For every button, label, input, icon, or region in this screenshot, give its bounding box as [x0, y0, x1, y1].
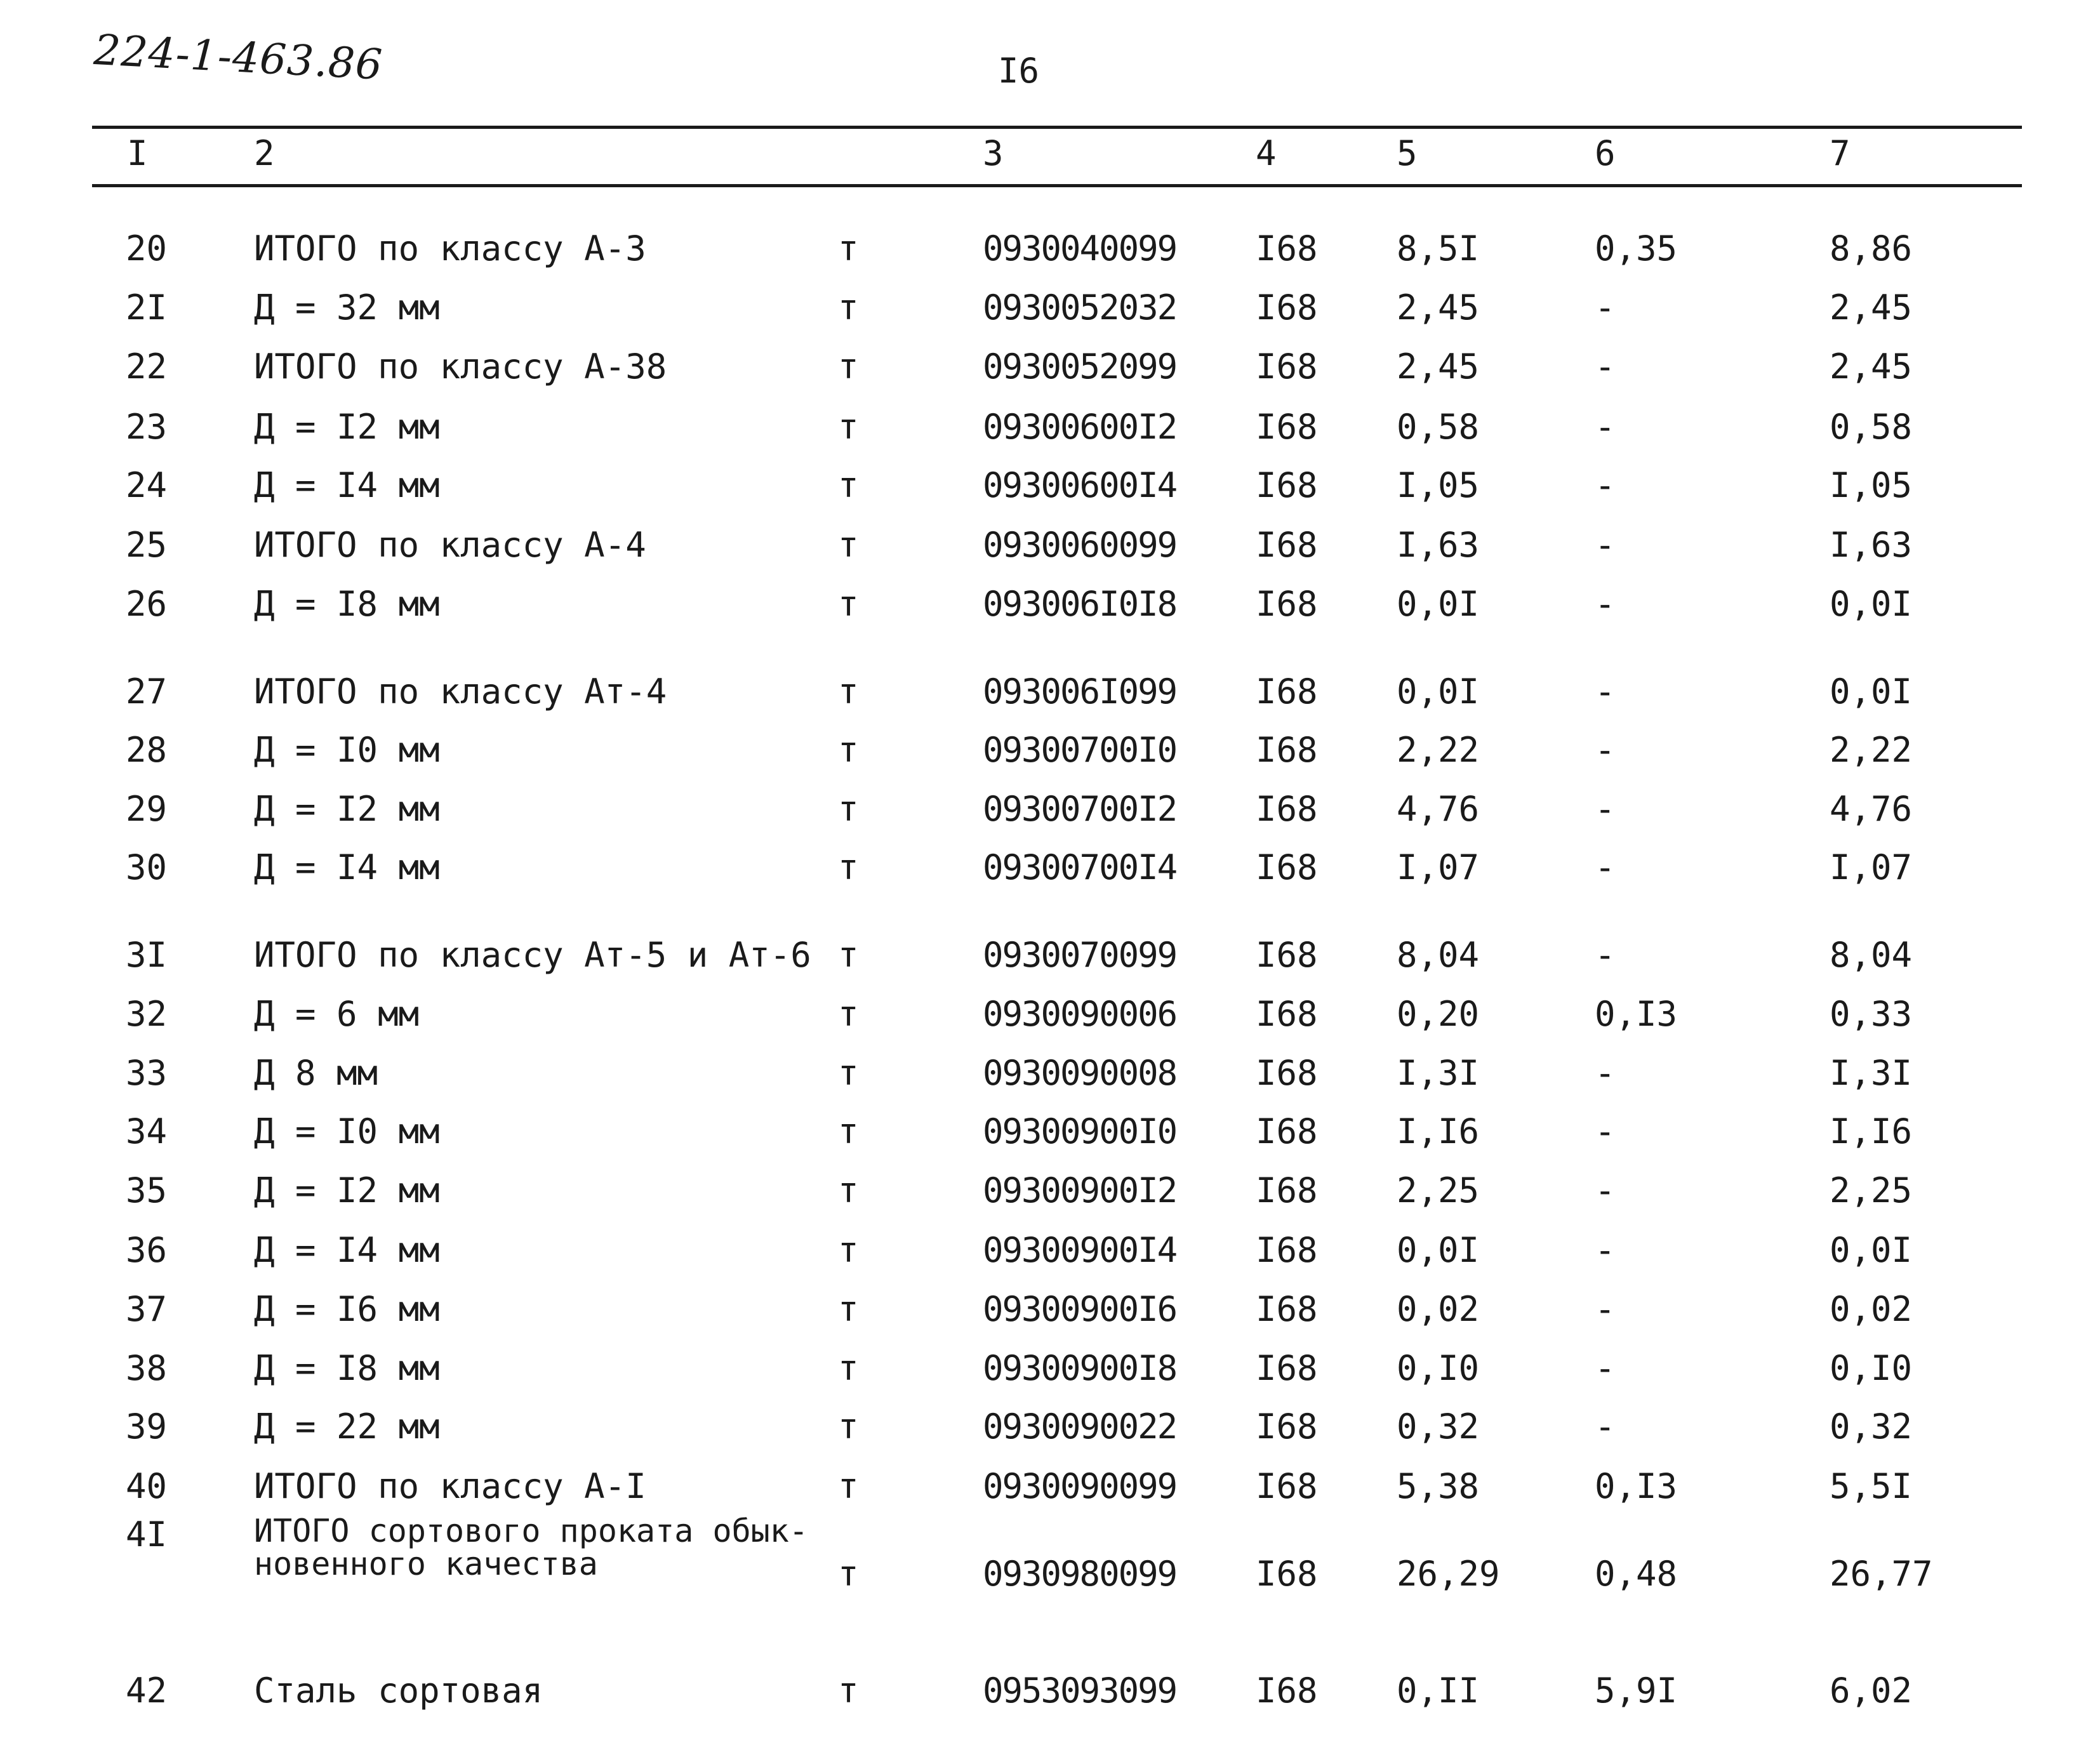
row-unit: т	[838, 347, 859, 387]
row-code: 0930060099	[983, 525, 1177, 565]
row-col-4: I68	[1256, 1170, 1318, 1210]
row-unit: т	[838, 465, 859, 505]
document-code: 224-1-463.86	[92, 25, 384, 89]
row-col-7: 0,02	[1830, 1289, 1913, 1329]
table-top-rule	[92, 126, 2022, 129]
row-col-4: I68	[1256, 1111, 1318, 1151]
row-code: 0930090006	[983, 994, 1177, 1034]
header-col-3: 3	[983, 133, 1002, 173]
row-col-6: -	[1595, 1053, 1616, 1093]
row-col-4: I68	[1256, 465, 1318, 505]
row-description-line-2: новенного качества	[254, 1546, 598, 1582]
row-col-7: I,3I	[1830, 1053, 1913, 1093]
row-col-5: 0,58	[1397, 407, 1480, 447]
row-unit: т	[838, 1554, 859, 1594]
row-col-5: 0,20	[1397, 994, 1480, 1034]
row-description: Д = I0 мм	[254, 1111, 440, 1151]
row-col-5: 2,45	[1397, 288, 1480, 328]
row-col-5: I,I6	[1397, 1111, 1480, 1151]
row-col-7: 26,77	[1830, 1554, 1933, 1594]
row-col-6: -	[1595, 1348, 1616, 1388]
row-unit: т	[838, 789, 859, 829]
row-col-7: 0,0I	[1830, 1230, 1913, 1270]
row-number: 25	[126, 525, 168, 565]
row-col-6: -	[1595, 584, 1616, 624]
row-code: 09300900I6	[983, 1289, 1177, 1329]
row-col-4: I68	[1256, 525, 1318, 565]
row-unit: т	[838, 847, 859, 887]
row-code: 09300900I4	[983, 1230, 1177, 1270]
row-col-4: I68	[1256, 730, 1318, 770]
row-col-7: 0,32	[1830, 1407, 1913, 1447]
row-number: 24	[126, 465, 168, 505]
row-description: Д = 6 мм	[254, 994, 420, 1034]
row-col-5: 4,76	[1397, 789, 1480, 829]
row-code: 09300700I0	[983, 730, 1177, 770]
row-col-6: -	[1595, 1170, 1616, 1210]
row-col-5: 0,02	[1397, 1289, 1480, 1329]
header-col-7: 7	[1830, 133, 1851, 173]
row-col-4: I68	[1256, 584, 1318, 624]
row-unit: т	[838, 1230, 859, 1270]
row-col-6: 0,I3	[1595, 1466, 1678, 1506]
row-unit: т	[838, 1348, 859, 1388]
row-code: 09300900I8	[983, 1348, 1177, 1388]
row-number: 20	[126, 229, 168, 268]
row-description: ИТОГО по классу А-38	[254, 347, 667, 387]
row-unit: т	[838, 1407, 859, 1447]
row-description: Д = 32 мм	[254, 288, 440, 328]
row-unit: т	[838, 1466, 859, 1506]
row-unit: т	[838, 1289, 859, 1329]
row-description-line-1: ИТОГО сортового проката обык-	[254, 1513, 808, 1549]
row-col-4: I68	[1256, 1230, 1318, 1270]
row-code: 0930070099	[983, 935, 1177, 975]
row-col-7: 0,0I	[1830, 584, 1913, 624]
row-col-6: -	[1595, 935, 1616, 975]
row-description: Д 8 мм	[254, 1053, 378, 1093]
row-number: 34	[126, 1111, 168, 1151]
row-description: Д = I4 мм	[254, 1230, 440, 1270]
row-col-5: I,3I	[1397, 1053, 1480, 1093]
row-number: 37	[126, 1289, 168, 1329]
row-col-7: I,07	[1830, 847, 1913, 887]
row-number: 39	[126, 1407, 168, 1447]
row-code: 0930052099	[983, 347, 1177, 387]
row-col-6: -	[1595, 347, 1616, 387]
row-unit: т	[838, 672, 859, 712]
row-col-7: 0,I0	[1830, 1348, 1913, 1388]
row-col-7: I,I6	[1830, 1111, 1913, 1151]
row-col-4: I68	[1256, 1466, 1318, 1506]
row-col-5: 0,I0	[1397, 1348, 1480, 1388]
row-number: 28	[126, 730, 168, 770]
row-number: 36	[126, 1230, 168, 1270]
row-col-6: -	[1595, 1289, 1616, 1329]
row-code: 0953093099	[983, 1671, 1177, 1711]
row-number: 40	[126, 1466, 168, 1506]
row-col-6: -	[1595, 672, 1616, 712]
row-code: 0930040099	[983, 229, 1177, 268]
row-col-4: I68	[1256, 1053, 1318, 1093]
row-number: 33	[126, 1053, 168, 1093]
row-col-4: I68	[1256, 1407, 1318, 1447]
header-col-2: 2	[254, 133, 275, 173]
row-description: Д = I2 мм	[254, 407, 440, 447]
row-col-4: I68	[1256, 1671, 1318, 1711]
row-number: 26	[126, 584, 168, 624]
row-code: 093006I0I8	[983, 584, 1177, 624]
row-description: ИТОГО по классу А-3	[254, 229, 646, 268]
row-description: ИТОГО по классу А-4	[254, 525, 646, 565]
row-col-5: 8,5I	[1397, 229, 1480, 268]
row-col-5: 8,04	[1397, 935, 1480, 975]
row-col-6: 0,35	[1595, 229, 1678, 268]
row-col-6: 5,9I	[1595, 1671, 1678, 1711]
row-col-7: I,63	[1830, 525, 1913, 565]
row-col-7: 0,33	[1830, 994, 1913, 1034]
row-code: 0930052032	[983, 288, 1177, 328]
row-col-7: 0,0I	[1830, 672, 1913, 712]
row-col-5: 26,29	[1397, 1554, 1500, 1594]
row-col-7: I,05	[1830, 465, 1913, 505]
row-col-7: 8,86	[1830, 229, 1913, 268]
row-col-5: 2,22	[1397, 730, 1480, 770]
header-col-6: 6	[1595, 133, 1616, 173]
row-col-7: 4,76	[1830, 789, 1913, 829]
row-description: Д = I2 мм	[254, 789, 440, 829]
row-unit: т	[838, 994, 859, 1034]
row-description: Д = I4 мм	[254, 847, 440, 887]
row-unit: т	[838, 1170, 859, 1210]
row-col-7: 2,22	[1830, 730, 1913, 770]
row-col-4: I68	[1256, 847, 1318, 887]
row-description: Д = I8 мм	[254, 1348, 440, 1388]
row-col-4: I68	[1256, 672, 1318, 712]
row-code: 09300900I0	[983, 1111, 1177, 1151]
row-col-7: 0,58	[1830, 407, 1913, 447]
row-unit: т	[838, 584, 859, 624]
row-col-6: -	[1595, 1407, 1616, 1447]
row-description: Д = I6 мм	[254, 1289, 440, 1329]
row-code: 09300900I2	[983, 1170, 1177, 1210]
row-description: Д = I8 мм	[254, 584, 440, 624]
row-unit: т	[838, 288, 859, 328]
row-col-4: I68	[1256, 1289, 1318, 1329]
header-col-5: 5	[1397, 133, 1418, 173]
row-number: 35	[126, 1170, 168, 1210]
row-description: ИТОГО по классу Ат-4	[254, 672, 667, 712]
row-col-6: 0,48	[1595, 1554, 1678, 1594]
row-col-6: -	[1595, 288, 1616, 328]
row-col-5: 2,45	[1397, 347, 1480, 387]
row-code: 0930090099	[983, 1466, 1177, 1506]
row-code: 0930980099	[983, 1554, 1177, 1594]
row-unit: т	[838, 1671, 859, 1711]
row-unit: т	[838, 1053, 859, 1093]
row-col-7: 2,25	[1830, 1170, 1913, 1210]
row-col-4: I68	[1256, 789, 1318, 829]
row-col-6: -	[1595, 730, 1616, 770]
row-description: Д = I2 мм	[254, 1170, 440, 1210]
row-description: Д = I4 мм	[254, 465, 440, 505]
row-description: Д = I0 мм	[254, 730, 440, 770]
row-col-4: I68	[1256, 347, 1318, 387]
row-unit: т	[838, 935, 859, 975]
row-col-5: 0,0I	[1397, 672, 1480, 712]
header-col-4: 4	[1256, 133, 1277, 173]
row-col-5: 0,0I	[1397, 1230, 1480, 1270]
row-number: 3I	[126, 935, 168, 975]
row-col-4: I68	[1256, 1348, 1318, 1388]
row-col-4: I68	[1256, 935, 1318, 975]
row-unit: т	[838, 730, 859, 770]
row-col-6: -	[1595, 1111, 1616, 1151]
row-col-4: I68	[1256, 229, 1318, 268]
row-col-5: 0,32	[1397, 1407, 1480, 1447]
row-code: 09300600I2	[983, 407, 1177, 447]
row-number: 23	[126, 407, 168, 447]
row-unit: т	[838, 1111, 859, 1151]
row-col-6: 0,I3	[1595, 994, 1678, 1034]
row-description: ИТОГО по классу А-I	[254, 1466, 646, 1506]
row-col-6: -	[1595, 465, 1616, 505]
row-col-4: I68	[1256, 1554, 1318, 1594]
row-code: 093006I099	[983, 672, 1177, 712]
row-number: 29	[126, 789, 168, 829]
row-code: 09300700I4	[983, 847, 1177, 887]
row-description: Сталь сортовая	[254, 1671, 543, 1711]
row-number: 22	[126, 347, 168, 387]
row-col-6: -	[1595, 789, 1616, 829]
row-col-7: 2,45	[1830, 347, 1913, 387]
row-unit: т	[838, 525, 859, 565]
row-col-7: 8,04	[1830, 935, 1913, 975]
row-code: 0930090022	[983, 1407, 1177, 1447]
row-number: 4I	[126, 1514, 168, 1554]
row-number: 2I	[126, 288, 168, 328]
row-col-6: -	[1595, 847, 1616, 887]
row-col-7: 2,45	[1830, 288, 1913, 328]
row-col-5: I,05	[1397, 465, 1480, 505]
row-col-4: I68	[1256, 288, 1318, 328]
row-number: 32	[126, 994, 168, 1034]
row-unit: т	[838, 229, 859, 268]
row-col-5: 0,0I	[1397, 584, 1480, 624]
row-number: 27	[126, 672, 168, 712]
row-col-4: I68	[1256, 994, 1318, 1034]
row-col-7: 6,02	[1830, 1671, 1913, 1711]
row-unit: т	[838, 407, 859, 447]
row-code: 09300600I4	[983, 465, 1177, 505]
row-col-5: I,07	[1397, 847, 1480, 887]
row-number: 42	[126, 1671, 168, 1711]
row-col-6: -	[1595, 1230, 1616, 1270]
page-number: I6	[998, 51, 1040, 91]
row-number: 38	[126, 1348, 168, 1388]
row-col-5: 2,25	[1397, 1170, 1480, 1210]
row-col-5: I,63	[1397, 525, 1480, 565]
row-code: 09300700I2	[983, 789, 1177, 829]
row-col-6: -	[1595, 407, 1616, 447]
row-col-5: 0,II	[1397, 1671, 1480, 1711]
row-col-5: 5,38	[1397, 1466, 1480, 1506]
row-number: 30	[126, 847, 168, 887]
table-header-rule	[92, 184, 2022, 187]
row-description: Д = 22 мм	[254, 1407, 440, 1447]
header-col-1: I	[127, 133, 148, 173]
row-description: ИТОГО по классу Ат-5 и Ат-6	[254, 935, 811, 975]
row-col-6: -	[1595, 525, 1616, 565]
row-description	[254, 1514, 808, 1580]
row-col-4: I68	[1256, 407, 1318, 447]
row-col-7: 5,5I	[1830, 1466, 1913, 1506]
row-code: 0930090008	[983, 1053, 1177, 1093]
